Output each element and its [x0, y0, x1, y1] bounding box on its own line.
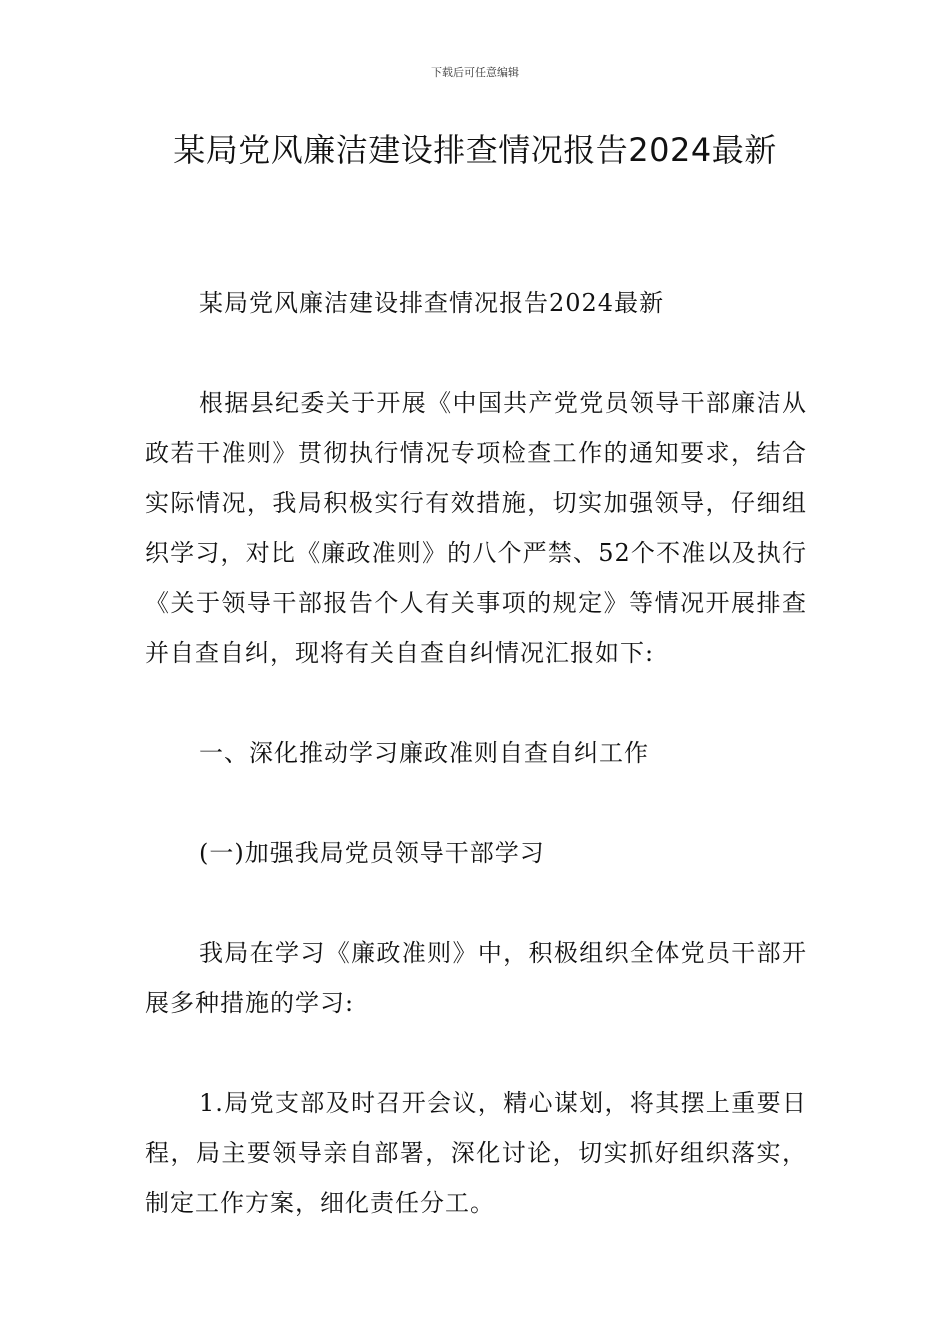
page-header-note: 下载后可任意编辑	[431, 66, 519, 79]
section-heading-1: 一、深化推动学习廉政准则自查自纠工作	[199, 739, 649, 767]
paragraph-subtitle: 某局党风廉洁建设排查情况报告2024最新	[199, 289, 665, 317]
paragraph-intro: 根据县纪委关于开展《中国共产党党员领导干部廉洁从政若干准则》贯彻执行情况专项检查工作的通知要求，结合实际情况，我局积极实行有效措施，切实加强领导，仔细组织学习，对比《廉政准则》的八个严禁、52个不准以及执行《关于领导干部报告个人有关事项的规定》等情况开展排查并自查自纠，现将有关自查自纠情况汇报如下:	[145, 389, 807, 667]
subsection-heading-1: (一)加强我局党员领导干部学习	[199, 839, 545, 867]
document-title: 某局党风廉洁建设排查情况报告2024最新	[173, 131, 777, 169]
paragraph-study: 我局在学习《廉政准则》中，积极组织全体党员干部开展多种措施的学习:	[145, 939, 807, 1017]
list-item-1: 1.局党支部及时召开会议，精心谋划，将其摆上重要日程，局主要领导亲自部署，深化讨论，切实抓好组织落实，制定工作方案，细化责任分工。	[145, 1089, 807, 1217]
document-body	[145, 278, 807, 1278]
